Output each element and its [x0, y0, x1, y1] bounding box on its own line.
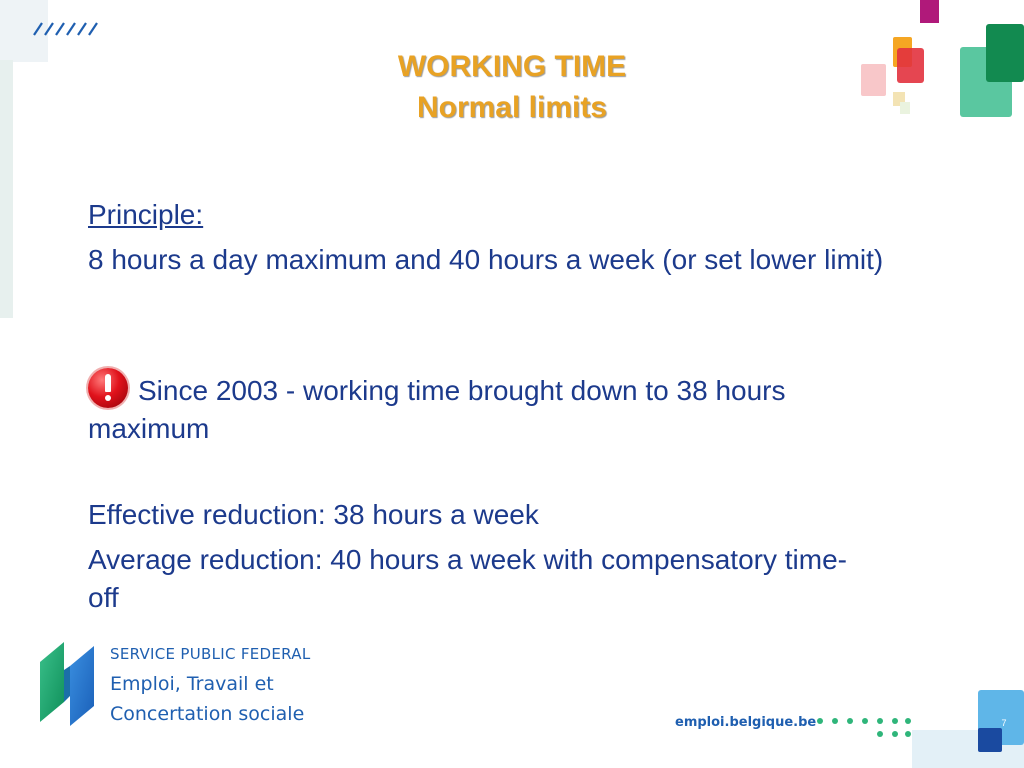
average-reduction-line2: off	[88, 582, 119, 613]
slide-subtitle: Normal limits	[416, 91, 608, 124]
principle-heading: Principle:	[88, 199, 204, 230]
hatch-lines-decoration	[32, 22, 104, 36]
principle-text: 8 hours a day maximum and 40 hours a week (or set lower limit)	[88, 244, 884, 275]
slide-title: WORKING TIME	[397, 50, 627, 83]
warning-text: Since 2003 - working time brought down to 38 hours	[138, 375, 786, 406]
page-number: 7	[1001, 718, 1007, 728]
warning-text-continued: maximum	[88, 413, 210, 444]
fps-logo-icon	[38, 640, 100, 728]
exclamation-warning-icon	[88, 368, 128, 408]
logo-line-service: SERVICE PUBLIC FEDERAL	[110, 645, 311, 663]
warning-paragraph	[88, 368, 948, 448]
effective-reduction-text: Effective reduction: 38 hours a week	[88, 499, 539, 530]
website-link[interactable]: emploi.belgique.be	[675, 715, 817, 730]
logo-line-emploi: Emploi, Travail et	[110, 673, 274, 695]
logo-line-concertation: Concertation sociale	[110, 703, 305, 725]
page-number-box-accent	[978, 728, 1002, 752]
average-reduction-line1: Average reduction: 40 hours a week with compensatory time-	[88, 544, 847, 575]
average-reduction-text	[88, 541, 988, 617]
